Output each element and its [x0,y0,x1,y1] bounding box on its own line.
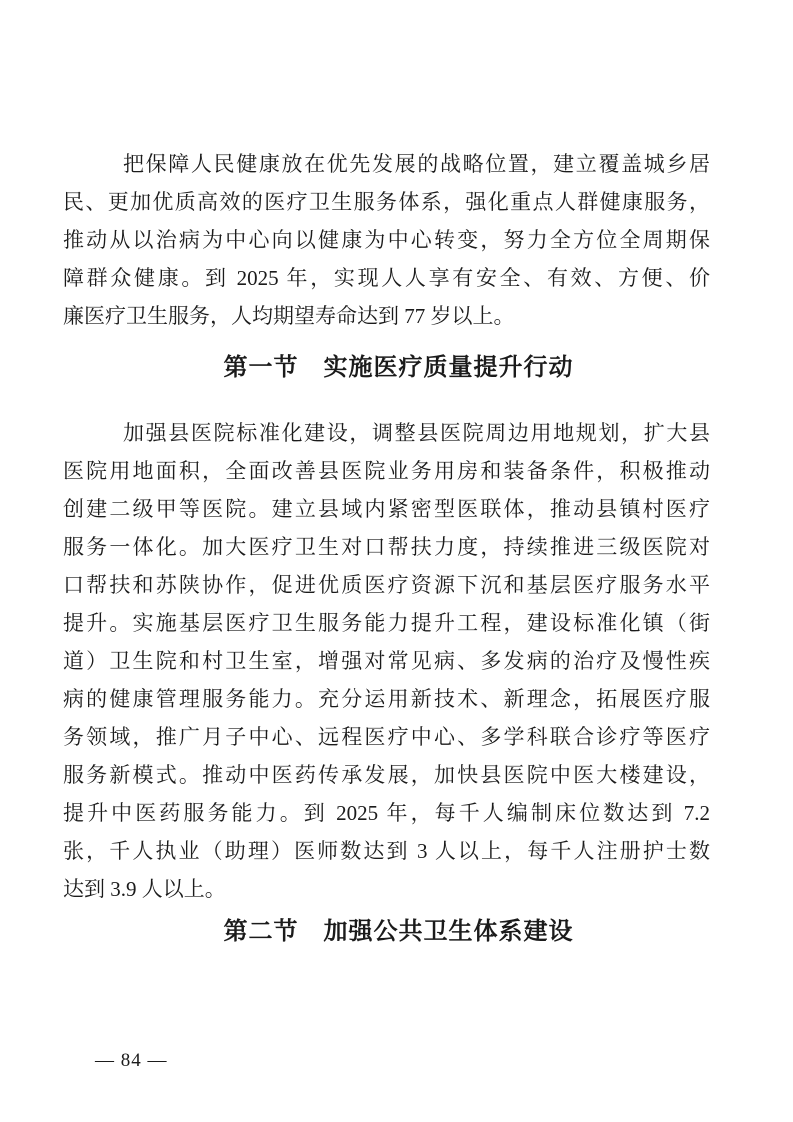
text-line: 提升中医药服务能力。到 2025 年，每千人编制床位数达到 7.2 [63,801,710,825]
text-line: 服务一体化。加大医疗卫生对口帮扶力度，持续推进三级医院对 [63,535,710,559]
text-line: 医院用地面积，全面改善县医院业务用房和装备条件，积极推动 [63,459,710,483]
text-line: 张，千人执业（助理）医师数达到 3 人以上，每千人注册护士数 [63,839,710,863]
section1-heading: 第一节 实施医疗质量提升行动 [223,355,574,381]
text-line: 务领域，推广月子中心、远程医疗中心、多学科联合诊疗等医疗 [63,725,710,749]
text-line: 道）卫生院和村卫生室，增强对常见病、多发病的治疗及慢性疾 [63,649,710,673]
text-line: 障群众健康。到 2025 年，实现人人享有安全、有效、方便、价 [63,266,710,290]
text-line: 口帮扶和苏陕协作，促进优质医疗资源下沉和基层医疗服务水平 [63,573,710,597]
text-column [63,145,710,951]
text-line: 加强县医院标准化建设，调整县医院周边用地规划，扩大县 [123,421,710,445]
page-number: — 84 — [95,1050,168,1071]
text-line: 民、更加优质高效的医疗卫生服务体系，强化重点人群健康服务， [63,190,710,214]
intro-paragraph [63,145,710,335]
text-line: 服务新模式。推动中医药传承发展，加快县医院中医大楼建设， [63,763,710,787]
section1-paragraph [63,414,710,908]
section2-heading: 第二节 加强公共卫生体系建设 [223,919,574,945]
text-line: 达到 3.9 人以上。 [63,877,226,901]
text-line: 把保障人民健康放在优先发展的战略位置，建立覆盖城乡居 [123,152,710,176]
text-line: 廉医疗卫生服务，人均期望寿命达到 77 岁以上。 [63,304,515,328]
text-line: 病的健康管理服务能力。充分运用新技术、新理念，拓展医疗服 [63,687,710,711]
text-line: 创建二级甲等医院。建立县域内紧密型医联体，推动县镇村医疗 [63,497,710,521]
text-line: 推动从以治病为中心向以健康为中心转变，努力全方位全周期保 [63,228,710,252]
text-line: 提升。实施基层医疗卫生服务能力提升工程，建设标准化镇（街 [63,611,710,635]
